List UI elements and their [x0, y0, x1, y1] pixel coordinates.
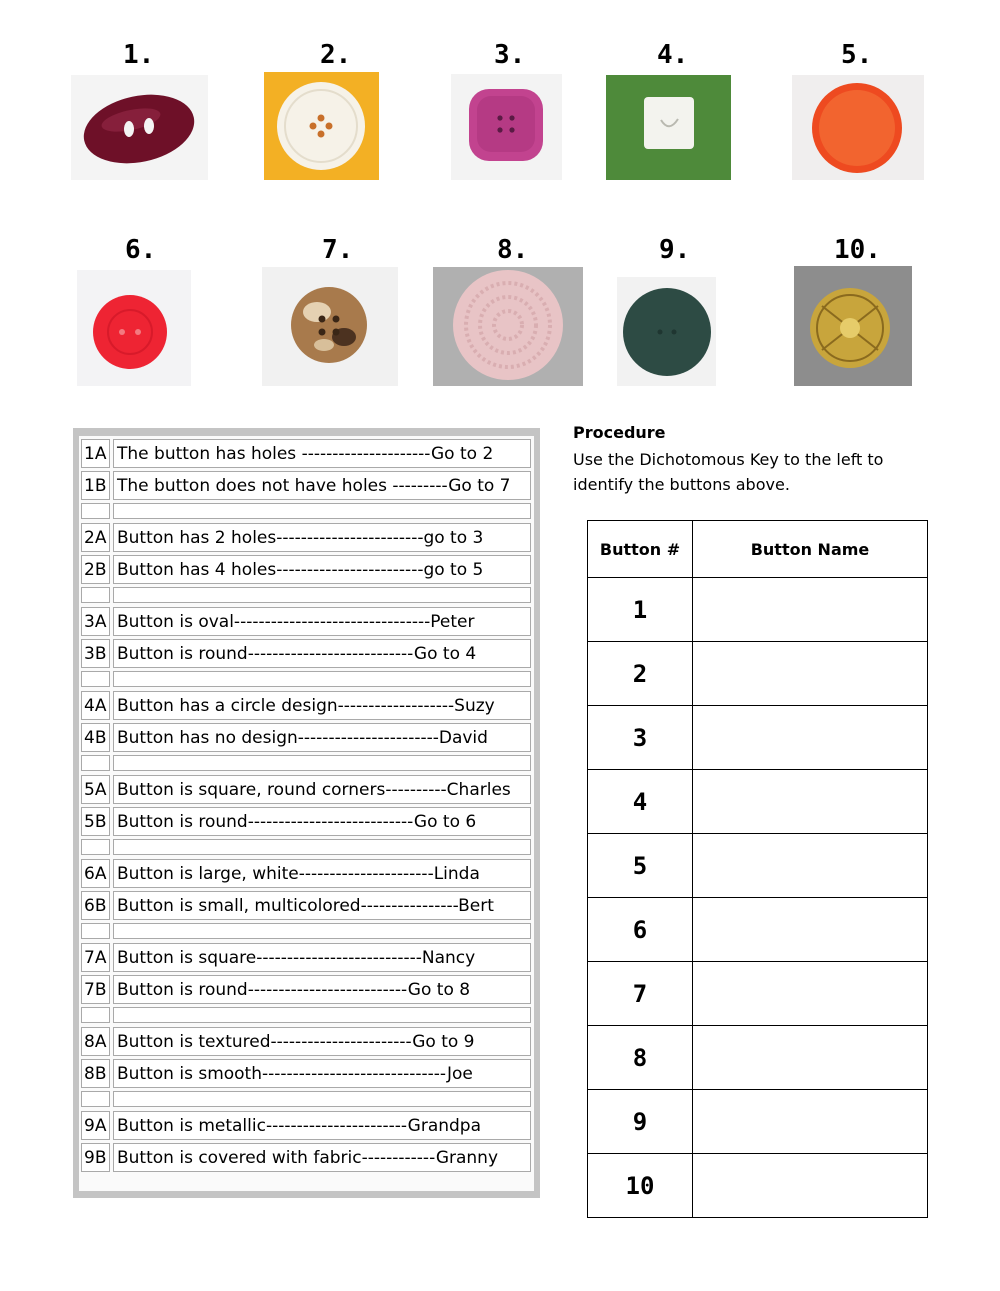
- key-row-4b: [81, 723, 531, 752]
- button-number-9: 9.: [659, 235, 691, 265]
- col-header-button-number: Button #: [588, 521, 693, 578]
- answer-name-field[interactable]: [693, 642, 928, 706]
- button-number-1: 1.: [123, 40, 155, 70]
- key-step-id: 1A: [81, 439, 110, 468]
- key-step-text: Button is textured-----------------------Go to 9: [113, 1027, 531, 1056]
- key-step-id: 9B: [81, 1143, 110, 1172]
- answer-name-field[interactable]: [693, 1026, 928, 1090]
- key-row-9b: [81, 1143, 531, 1172]
- key-row-7b: [81, 975, 531, 1004]
- answer-button-number: 1: [588, 578, 693, 642]
- key-step-text: Button is round---------------------------Go to 6: [113, 807, 531, 836]
- answer-name-field[interactable]: [693, 962, 928, 1026]
- key-step-id: 9A: [81, 1111, 110, 1140]
- answer-row: [588, 770, 928, 834]
- button-photo-5: [792, 75, 924, 180]
- button-photo-4: [606, 75, 731, 180]
- key-spacer-row: [81, 755, 531, 771]
- answer-name-field[interactable]: [693, 1090, 928, 1154]
- key-step-text: [113, 671, 531, 687]
- answer-button-number: 7: [588, 962, 693, 1026]
- key-step-text: [113, 923, 531, 939]
- key-spacer-row: [81, 1091, 531, 1107]
- button-photo-7: [262, 267, 398, 386]
- key-step-id: 7B: [81, 975, 110, 1004]
- answer-name-field[interactable]: [693, 1154, 928, 1218]
- button-photo-10: [794, 266, 912, 386]
- key-step-id: 7A: [81, 943, 110, 972]
- key-step-text: Button is covered with fabric------------Granny: [113, 1143, 531, 1172]
- answer-row: [588, 642, 928, 706]
- button-number-4: 4.: [657, 40, 689, 70]
- key-row-8b: [81, 1059, 531, 1088]
- key-step-id: 5B: [81, 807, 110, 836]
- key-step-id: 4A: [81, 691, 110, 720]
- answer-name-field[interactable]: [693, 578, 928, 642]
- answer-row: [588, 898, 928, 962]
- button-number-2: 2.: [320, 40, 352, 70]
- key-step-id: 3B: [81, 639, 110, 668]
- key-step-text: Button is round---------------------------Go to 4: [113, 639, 531, 668]
- answer-button-number: 6: [588, 898, 693, 962]
- button-number-7: 7.: [322, 235, 354, 265]
- key-step-text: Button is round--------------------------Go to 8: [113, 975, 531, 1004]
- key-step-text: Button is square, round corners----------Charles: [113, 775, 531, 804]
- key-row-1a: [81, 439, 531, 468]
- key-step-text: Button has no design-----------------------David: [113, 723, 531, 752]
- answer-button-number: 4: [588, 770, 693, 834]
- key-step-text: [113, 1091, 531, 1107]
- key-row-6a: [81, 859, 531, 888]
- key-row-5b: [81, 807, 531, 836]
- button-photo-8: [433, 267, 583, 386]
- key-step-id: 2A: [81, 523, 110, 552]
- button-number-5: 5.: [841, 40, 873, 70]
- answer-name-field[interactable]: [693, 834, 928, 898]
- key-row-3a: [81, 607, 531, 636]
- key-step-text: Button has 2 holes------------------------go to 3: [113, 523, 531, 552]
- key-step-id: [81, 755, 110, 771]
- answer-button-number: 8: [588, 1026, 693, 1090]
- key-step-text: Button is oval--------------------------------Peter: [113, 607, 531, 636]
- key-step-text: Button is small, multicolored----------------Bert: [113, 891, 531, 920]
- key-spacer-row: [81, 503, 531, 519]
- key-step-text: Button is metallic-----------------------Grandpa: [113, 1111, 531, 1140]
- key-step-text: Button is square---------------------------Nancy: [113, 943, 531, 972]
- col-header-button-name: Button Name: [693, 521, 928, 578]
- button-photo-1: [71, 75, 208, 180]
- key-step-id: 8A: [81, 1027, 110, 1056]
- key-step-id: 1B: [81, 471, 110, 500]
- button-number-6: 6.: [125, 235, 157, 265]
- key-step-id: [81, 503, 110, 519]
- key-row-1b: [81, 471, 531, 500]
- key-step-id: [81, 671, 110, 687]
- key-row-6b: [81, 891, 531, 920]
- answer-name-field[interactable]: [693, 706, 928, 770]
- answer-button-number: 3: [588, 706, 693, 770]
- button-photo-9: [617, 277, 716, 386]
- answer-row: [588, 1090, 928, 1154]
- key-spacer-row: [81, 1007, 531, 1023]
- answer-button-number: 5: [588, 834, 693, 898]
- key-row-9a: [81, 1111, 531, 1140]
- key-spacer-row: [81, 923, 531, 939]
- key-spacer-row: [81, 671, 531, 687]
- key-row-8a: [81, 1027, 531, 1056]
- button-number-3: 3.: [494, 40, 526, 70]
- key-spacer-row: [81, 587, 531, 603]
- answer-table: [587, 520, 928, 1218]
- key-step-text: [113, 755, 531, 771]
- button-photo-6: [77, 270, 191, 386]
- key-row-2b: [81, 555, 531, 584]
- key-spacer-row: [81, 839, 531, 855]
- key-step-id: [81, 587, 110, 603]
- key-step-text: [113, 503, 531, 519]
- key-row-3b: [81, 639, 531, 668]
- answer-row: [588, 1026, 928, 1090]
- key-row-7a: [81, 943, 531, 972]
- button-photo-2: [264, 72, 379, 180]
- key-step-text: [113, 839, 531, 855]
- procedure-title: Procedure: [573, 423, 666, 442]
- answer-name-field[interactable]: [693, 898, 928, 962]
- answer-row: [588, 706, 928, 770]
- answer-button-number: 2: [588, 642, 693, 706]
- key-row-5a: [81, 775, 531, 804]
- key-step-text: [113, 1007, 531, 1023]
- key-step-id: [81, 1091, 110, 1107]
- key-step-id: 2B: [81, 555, 110, 584]
- answer-row: [588, 834, 928, 898]
- key-table: [79, 436, 534, 1191]
- answer-row: [588, 578, 928, 642]
- button-photo-3: [451, 74, 562, 180]
- key-step-id: [81, 1007, 110, 1023]
- key-step-id: 6B: [81, 891, 110, 920]
- key-step-id: 8B: [81, 1059, 110, 1088]
- answer-button-number: 9: [588, 1090, 693, 1154]
- key-step-id: [81, 839, 110, 855]
- key-step-text: [113, 587, 531, 603]
- key-step-id: [81, 923, 110, 939]
- key-step-id: 6A: [81, 859, 110, 888]
- dichotomous-key: [73, 428, 540, 1198]
- key-row-4a: [81, 691, 531, 720]
- key-step-id: 4B: [81, 723, 110, 752]
- key-step-text: Button has a circle design-------------------Suzy: [113, 691, 531, 720]
- key-step-text: Button has 4 holes------------------------go to 5: [113, 555, 531, 584]
- key-step-text: The button has holes ---------------------Go to 2: [113, 439, 531, 468]
- button-number-8: 8.: [497, 235, 529, 265]
- key-step-text: Button is smooth------------------------------Joe: [113, 1059, 531, 1088]
- key-row-2a: [81, 523, 531, 552]
- key-step-id: 3A: [81, 607, 110, 636]
- procedure-text: Use the Dichotomous Key to the left to identify the buttons above.: [573, 450, 884, 494]
- answer-name-field[interactable]: [693, 770, 928, 834]
- key-step-text: Button is large, white----------------------Linda: [113, 859, 531, 888]
- key-step-id: 5A: [81, 775, 110, 804]
- answer-row: [588, 1154, 928, 1218]
- answer-button-number: 10: [588, 1154, 693, 1218]
- key-step-text: The button does not have holes ---------Go to 7: [113, 471, 531, 500]
- answer-row: [588, 962, 928, 1026]
- button-number-10: 10.: [834, 235, 881, 265]
